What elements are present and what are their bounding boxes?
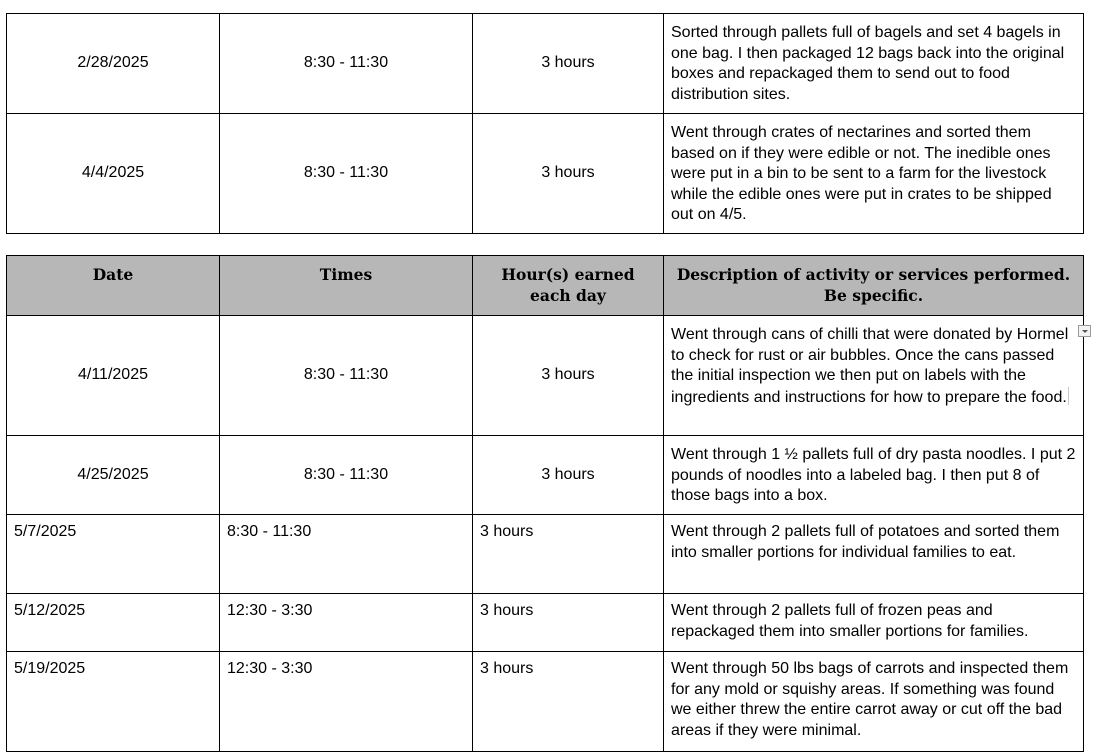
- date-cell[interactable]: 5/19/2025: [7, 652, 220, 752]
- date-cell[interactable]: 4/4/2025: [7, 114, 220, 234]
- date-cell[interactable]: 5/12/2025: [7, 594, 220, 652]
- description-wrap: [671, 325, 1076, 408]
- header-hours[interactable]: Hour(s) earned each day: [473, 256, 664, 316]
- description-cell[interactable]: Went through crates of nectarines and sorted them based on if they were edible or not. The inedible ones were put in a bin to be sent to a farm for the livestock while the edible ones were put in crates to be shipped out on 4/5.: [664, 114, 1084, 234]
- hours-cell[interactable]: 3 hours: [473, 436, 664, 515]
- time-cell[interactable]: 8:30 - 11:30: [220, 114, 473, 234]
- header-row: [7, 256, 1084, 316]
- time-cell[interactable]: 8:30 - 11:30: [220, 14, 473, 114]
- time-cell[interactable]: 8:30 - 11:30: [220, 316, 473, 436]
- date-cell[interactable]: 4/11/2025: [7, 316, 220, 436]
- description-cell[interactable]: Went through 50 lbs bags of carrots and inspected them for any mold or squishy areas. If something was found we either threw the entire carrot away or cut off the bad areas if they were minimal.: [664, 652, 1084, 752]
- table-row: [7, 316, 1084, 436]
- text-cursor: [1068, 387, 1069, 405]
- description-cell[interactable]: Went through 2 pallets full of potatoes and sorted them into smaller portions for individual families to eat.: [664, 515, 1084, 594]
- table-row: [7, 14, 1084, 114]
- table-row: [7, 594, 1084, 652]
- header-date[interactable]: Date: [7, 256, 220, 316]
- time-cell[interactable]: 12:30 - 3:30: [220, 594, 473, 652]
- header-description[interactable]: Description of activity or services performed. Be specific.: [664, 256, 1084, 316]
- table-row: [7, 114, 1084, 234]
- description-cell[interactable]: Went through 1 ½ pallets full of dry pasta noodles. I put 2 pounds of noodles into a labeled bag. I then put 8 of those bags into a box.: [664, 436, 1084, 515]
- header-times[interactable]: Times: [220, 256, 473, 316]
- volunteer-log-table-2: [6, 255, 1084, 752]
- hours-cell[interactable]: 3 hours: [473, 594, 664, 652]
- table-row: [7, 515, 1084, 594]
- table-row: [7, 436, 1084, 515]
- hours-cell[interactable]: 3 hours: [473, 652, 664, 752]
- description-cell[interactable]: Went through 2 pallets full of frozen peas and repackaged them into smaller portions for families.: [664, 594, 1084, 652]
- hours-cell[interactable]: 3 hours: [473, 515, 664, 594]
- time-cell[interactable]: 8:30 - 11:30: [220, 436, 473, 515]
- date-cell[interactable]: 4/25/2025: [7, 436, 220, 515]
- table-row: [7, 652, 1084, 752]
- dropdown-arrow-icon[interactable]: [1078, 325, 1091, 337]
- description-cell[interactable]: [664, 316, 1084, 436]
- date-cell[interactable]: 5/7/2025: [7, 515, 220, 594]
- time-cell[interactable]: 12:30 - 3:30: [220, 652, 473, 752]
- volunteer-log-table-1: [6, 13, 1084, 234]
- hours-cell[interactable]: 3 hours: [473, 316, 664, 436]
- date-cell[interactable]: 2/28/2025: [7, 14, 220, 114]
- hours-cell[interactable]: 3 hours: [473, 14, 664, 114]
- time-cell[interactable]: 8:30 - 11:30: [220, 515, 473, 594]
- description-text: Went through cans of chilli that were donated by Hormel to check for rust or air bubbles. Once the cans passed the initial inspection we then put on labels with the ingredients and instructions for how to prepare the food.: [671, 326, 1069, 406]
- description-cell[interactable]: Sorted through pallets full of bagels and set 4 bagels in one bag. I then packaged 12 bags back into the original boxes and repackaged them to send out to food distribution sites.: [664, 14, 1084, 114]
- hours-cell[interactable]: 3 hours: [473, 114, 664, 234]
